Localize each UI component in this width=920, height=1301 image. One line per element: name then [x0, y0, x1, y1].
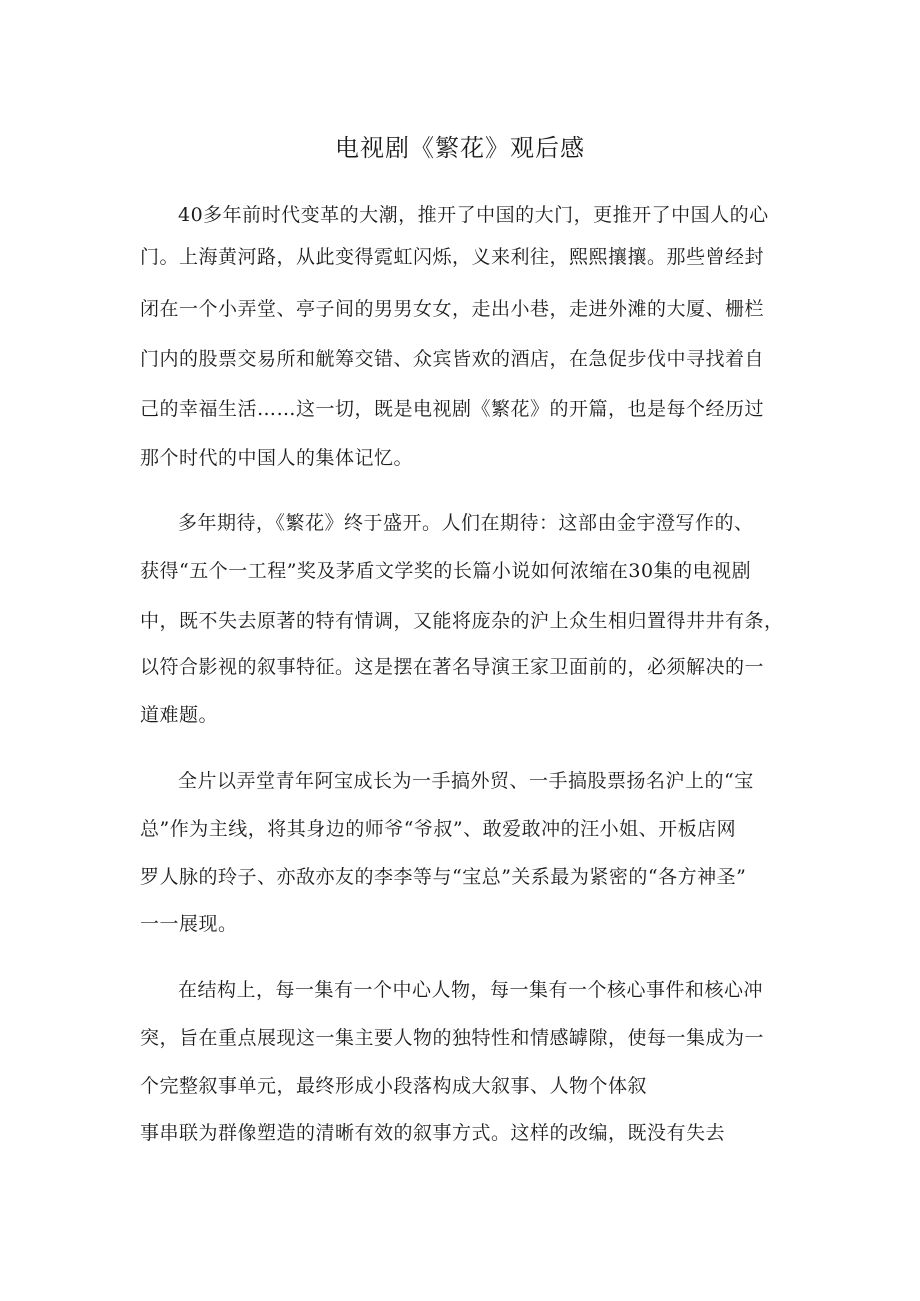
paragraph-1-line-4: 门内的股票交易所和觥筹交错、众宾皆欢的酒店，在急促步伐中寻找着自 [140, 348, 765, 370]
paragraph-1-line-2: 门。上海黄河路，从此变得霓虹闪烁，义来利往，熙熙攘攘。那些曾经封 [140, 246, 765, 268]
paragraph-3-line-2: 总”作为主线，将其身边的师爷“爷叔”、敢爱敢冲的汪小姐、开板店网 [140, 818, 737, 840]
paragraph-3-line-3: 罗人脉的玲子、亦敌亦友的李李等与“宝总”关系最为紧密的“各方神圣” [140, 866, 747, 888]
document-title: 电视剧《繁花》观后感 [335, 134, 585, 162]
paragraph-2-line-4: 以符合影视的叙事特征。这是摆在著名导演王家卫面前的，必须解决的一 [140, 656, 765, 678]
paragraph-4-line-1: 在结构上，每一集有一个中心人物，每一集有一个核心事件和核心冲 [178, 979, 764, 1001]
paragraph-4-line-3: 个完整叙事单元，最终形成小段落构成大叙事、人物个体叙 [140, 1075, 648, 1097]
paragraph-1-line-5: 己的幸福生活……这一切，既是电视剧《繁花》的开篇，也是每个经历过 [140, 398, 765, 420]
paragraph-2-line-1: 多年期待，《繁花》终于盛开。人们在期待：这部由金宇澄写作的、 [178, 512, 754, 534]
paragraph-3-line-4: 一一展现。 [140, 913, 238, 935]
paragraph-3-line-1: 全片以弄堂青年阿宝成长为一手搞外贸、一手搞股票扬名沪上的“宝 [178, 770, 754, 792]
paragraph-4-line-4: 事串联为群像塑造的清晰有效的叙事方式。这样的改编，既没有失去 [140, 1122, 726, 1144]
paragraph-1-line-1: 40多年前时代变革的大潮，推开了中国的大门，更推开了中国人的心 [178, 204, 769, 226]
paragraph-2-line-2: 获得“五个一工程”奖及茅盾文学奖的长篇小说如何浓缩在30集的电视剧 [140, 560, 752, 582]
paragraph-1-line-3: 闭在一个小弄堂、亭子间的男男女女，走出小巷，走进外滩的大厦、栅栏 [140, 298, 765, 320]
paragraph-2-line-5: 道难题。 [140, 704, 219, 726]
paragraph-1-line-6: 那个时代的中国人的集体记忆。 [140, 447, 414, 469]
paragraph-4-line-2: 突，旨在重点展现这一集主要人物的独特性和情感罅隙，使每一集成为一 [140, 1027, 765, 1049]
paragraph-2-line-3: 中，既不失去原著的特有情调，又能将庞杂的沪上众生相归置得井井有条， [140, 610, 784, 632]
